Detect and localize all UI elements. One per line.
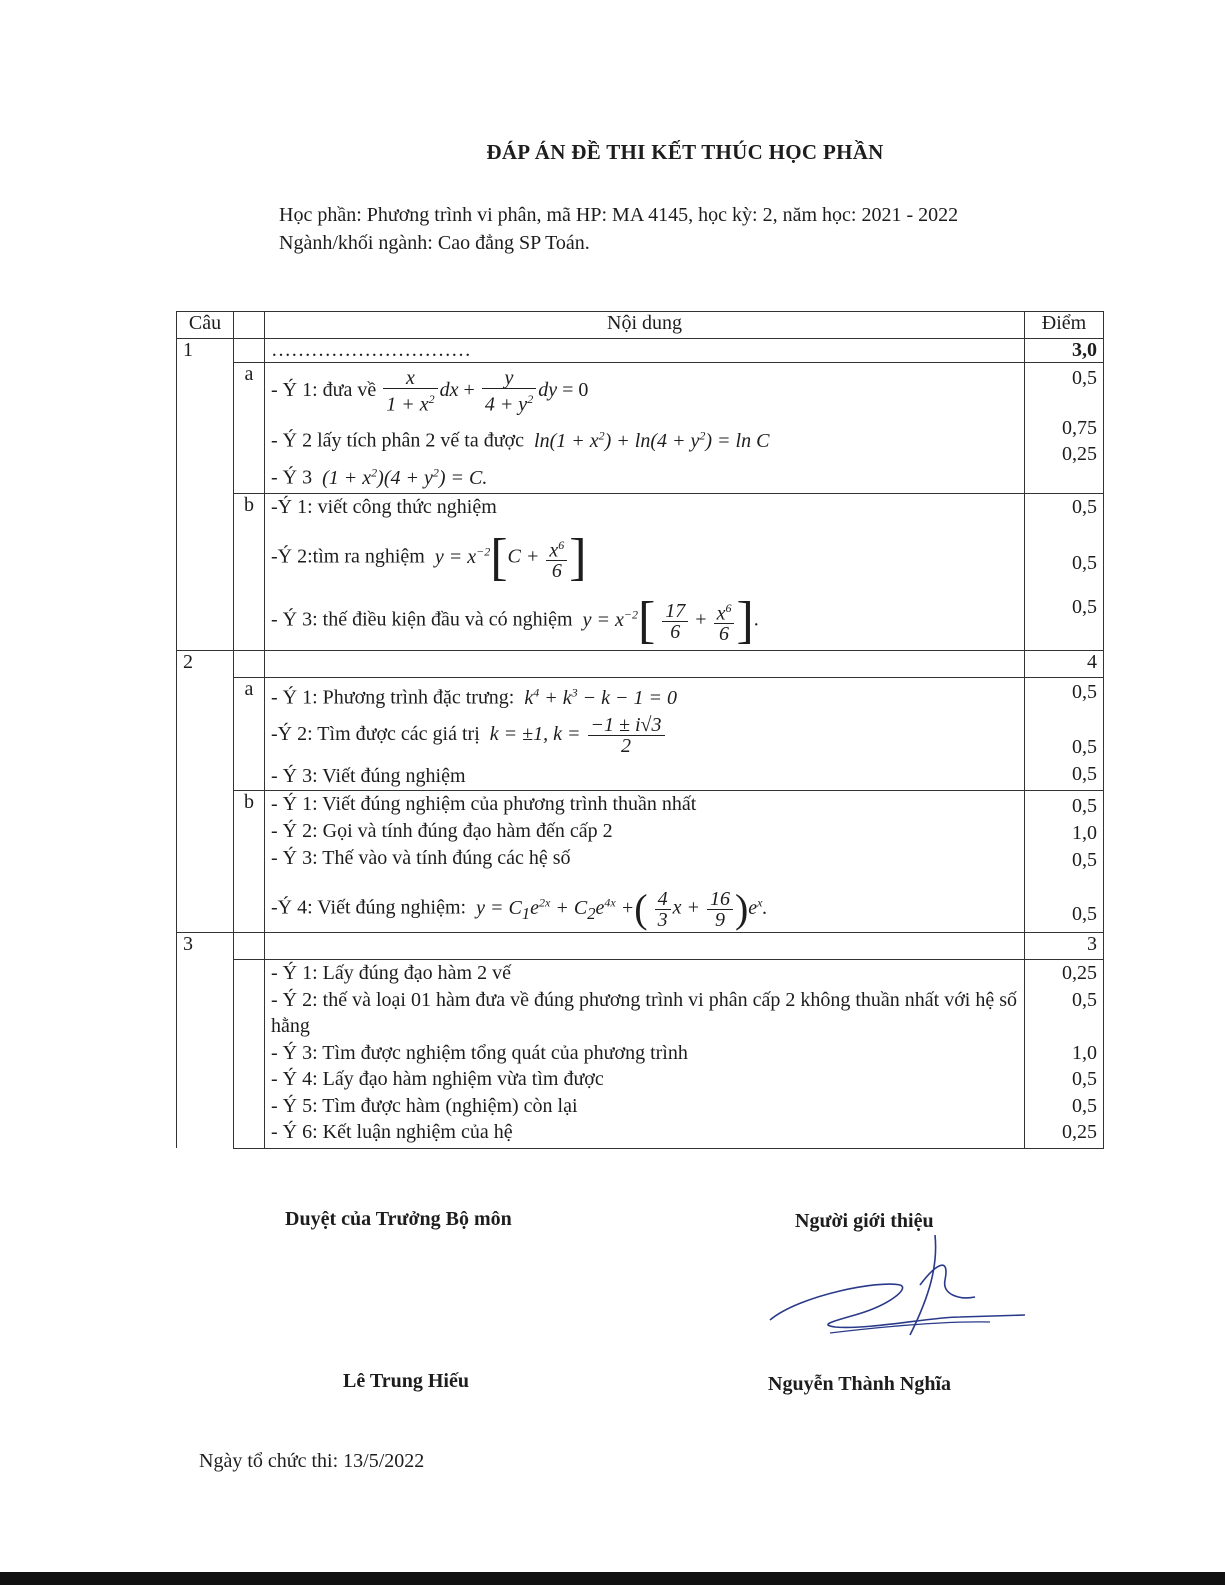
major-info: Ngành/khối ngành: Cao đẳng SP Toán.	[279, 232, 590, 254]
q2a-label: a	[234, 678, 265, 791]
q2b-label: b	[234, 791, 265, 933]
q2b-y2: - Ý 2: Gọi và tính đúng đạo hàm đến cấp 2	[271, 820, 613, 842]
page-title: ĐÁP ÁN ĐỀ THI KẾT THÚC HỌC PHẦN	[486, 140, 884, 164]
q2b-y4: -Ý 4: Viết đúng nghiệm:	[271, 896, 467, 919]
q1a-y3: - Ý 3	[271, 466, 313, 489]
approver-title: Duyệt của Trưởng Bộ môn	[285, 1208, 512, 1230]
q1-number: 1	[177, 339, 234, 651]
q1-dots: …………………………	[265, 339, 1025, 363]
q3-item-3: - Ý 3: Tìm được nghiệm tổng quát của phương trình	[271, 1041, 688, 1064]
presenter-name: Nguyễn Thành Nghĩa	[768, 1373, 952, 1395]
header-content: Nội dung	[265, 312, 1025, 339]
q3-item-5: - Ý 5: Tìm được hàm (nghiệm) còn lại	[271, 1094, 578, 1117]
approver-name: Lê Trung Hiếu	[343, 1370, 469, 1392]
q1a-y2-score: 0,75	[1062, 417, 1097, 439]
answer-table: Câu Nội dung Điểm 1 ………………………… 3,0 a - Ý 1: đưa về $\frac{x}{1 + x^2}$ dx + $\frac{y}{4 + y^2}$ dy = 0 - Ý 2 lấy tích phân 2 vế ta được $\ln(1 + x^2) + \ln(4 + y^2) = \ln C$ - Ý 3 $(1 + x^2)(4 + y^2) = C$. 0,5 0,75 0,25 b -Ý 1: viết công thức nghiệm -Ý 2:tìm ra nghiệm $y = x^{-2}[C$ + $\frac{x^6}{6}$ ] - Ý 3: thế điều kiện đầu và có nghiệm $y = x^{-2}$[ $\frac{17}{6}$ + $\frac{x^6}{6}$ ]. 0,5 0,5 0,5 2 4 a - Ý 1: Phương trình đặc trưng: $k^4 + k^3 - k - 1 = 0$ -Ý 2: Tìm được các giá trị k = ±1, k = $\frac{-1 \pm i√3}{2}$ - Ý 3: Viết đúng nghiệm 0,5 0,5 0,5 b - Ý 1: Viết đúng nghiệm của phương trình thuần nhất - Ý 2: Gọi và tính đúng đạo hàm đến cấp 2 - Ý 3: Thế vào và tính đúng các hệ số -Ý 4: Viết đúng nghiệm: $y = C_1e^{2x} + C_2e^{4x}$ +( $\frac{4}{3}$ x + $\frac{16}{9}$ )$e^x$. 0,5 1,0 0,5 0,5 3 3 - Ý 1: Lấy đúng đạo hàm 2 vế - Ý 2: thế và loại 01 hàm đưa về đúng phương trình vi phân cấp 2 không thuần nhất với hệ số hằng - Ý 3: Tìm được nghiệm tổng quát của phương trình - Ý 4: Lấy đạo hàm nghiệm vừa tìm được - Ý 5: Tìm được hàm (nghiệm) còn lại - Ý 6: Kết luận nghiệm của hệ 0,25 0,5 1,0 0,5 0,5 0,25	[176, 311, 1104, 1149]
q2-total: 4	[1025, 651, 1104, 678]
q3-total: 3	[1025, 933, 1104, 960]
q3-item-4: - Ý 4: Lấy đạo hàm nghiệm vừa tìm được	[271, 1068, 604, 1090]
q2b-y3-score: 0,5	[1072, 849, 1097, 871]
q3-item-2: - Ý 2: thế và loại 01 hàm đưa về đúng phương trình vi phân cấp 2 không thuần nhất với hệ số hằng	[271, 988, 1018, 1037]
q2a-y2: -Ý 2: Tìm được các giá trị	[271, 723, 480, 745]
q3-item-1: - Ý 1: Lấy đúng đạo hàm 2 vế	[271, 962, 511, 984]
q3-item-6-score: 0,25	[1062, 1121, 1097, 1143]
q2a-y1-score: 0,5	[1072, 681, 1097, 703]
q2-number: 2	[177, 651, 234, 933]
q1a-y3-score: 0,25	[1062, 443, 1097, 465]
q1b-y2-score: 0,5	[1072, 552, 1097, 574]
q2b-y1: - Ý 1: Viết đúng nghiệm của phương trình thuần nhất	[271, 793, 697, 815]
presenter-title: Người giới thiệu	[795, 1210, 934, 1232]
q2a-y3-score: 0,5	[1072, 763, 1097, 785]
q2b-y1-score: 0,5	[1072, 795, 1097, 817]
q2b-y3: - Ý 3: Thế vào và tính đúng các hệ số	[271, 847, 571, 869]
q1a-y1-score: 0,5	[1072, 367, 1097, 389]
handwritten-signature	[760, 1225, 1030, 1345]
q1b-y2: -Ý 2:tìm ra nghiệm	[271, 545, 425, 568]
q1a-y1: - Ý 1: đưa về	[271, 379, 377, 401]
q1b-y3-score: 0,5	[1072, 596, 1097, 618]
q3-item-4-score: 0,5	[1072, 1068, 1097, 1090]
q3-item-2-score: 0,5	[1072, 988, 1097, 1011]
header-cau: Câu	[177, 312, 234, 339]
q1a-y2: - Ý 2 lấy tích phân 2 vế ta được	[271, 429, 525, 452]
course-info: Học phần: Phương trình vi phân, mã HP: MA 4145, học kỳ: 2, năm học: 2021 - 2022	[279, 204, 959, 226]
q1b-label: b	[234, 494, 265, 651]
q2a-y1: - Ý 1: Phương trình đặc trưng:	[271, 686, 515, 709]
q3-item-6: - Ý 6: Kết luận nghiệm của hệ	[271, 1121, 513, 1143]
scan-edge	[0, 1572, 1225, 1585]
q1-total: 3,0	[1025, 339, 1104, 363]
q1a-label: a	[234, 363, 265, 494]
q2b-y2-score: 1,0	[1072, 822, 1097, 844]
q1b-y1: -Ý 1: viết công thức nghiệm	[271, 496, 497, 518]
q3-item-1-score: 0,25	[1062, 962, 1097, 984]
q2a-y2-score: 0,5	[1072, 736, 1097, 758]
q2a-y3: - Ý 3: Viết đúng nghiệm	[271, 765, 466, 787]
header-diem: Điểm	[1025, 312, 1104, 339]
q1b-y3: - Ý 3: thế điều kiện đầu và có nghiệm	[271, 608, 573, 631]
q3-number: 3	[177, 933, 234, 1149]
q3-item-3-score: 1,0	[1072, 1041, 1097, 1064]
exam-date: Ngày tổ chức thi: 13/5/2022	[199, 1450, 425, 1472]
q3-item-5-score: 0,5	[1072, 1094, 1097, 1117]
q2b-y4-score: 0,5	[1072, 903, 1097, 925]
q1b-y1-score: 0,5	[1072, 496, 1097, 518]
